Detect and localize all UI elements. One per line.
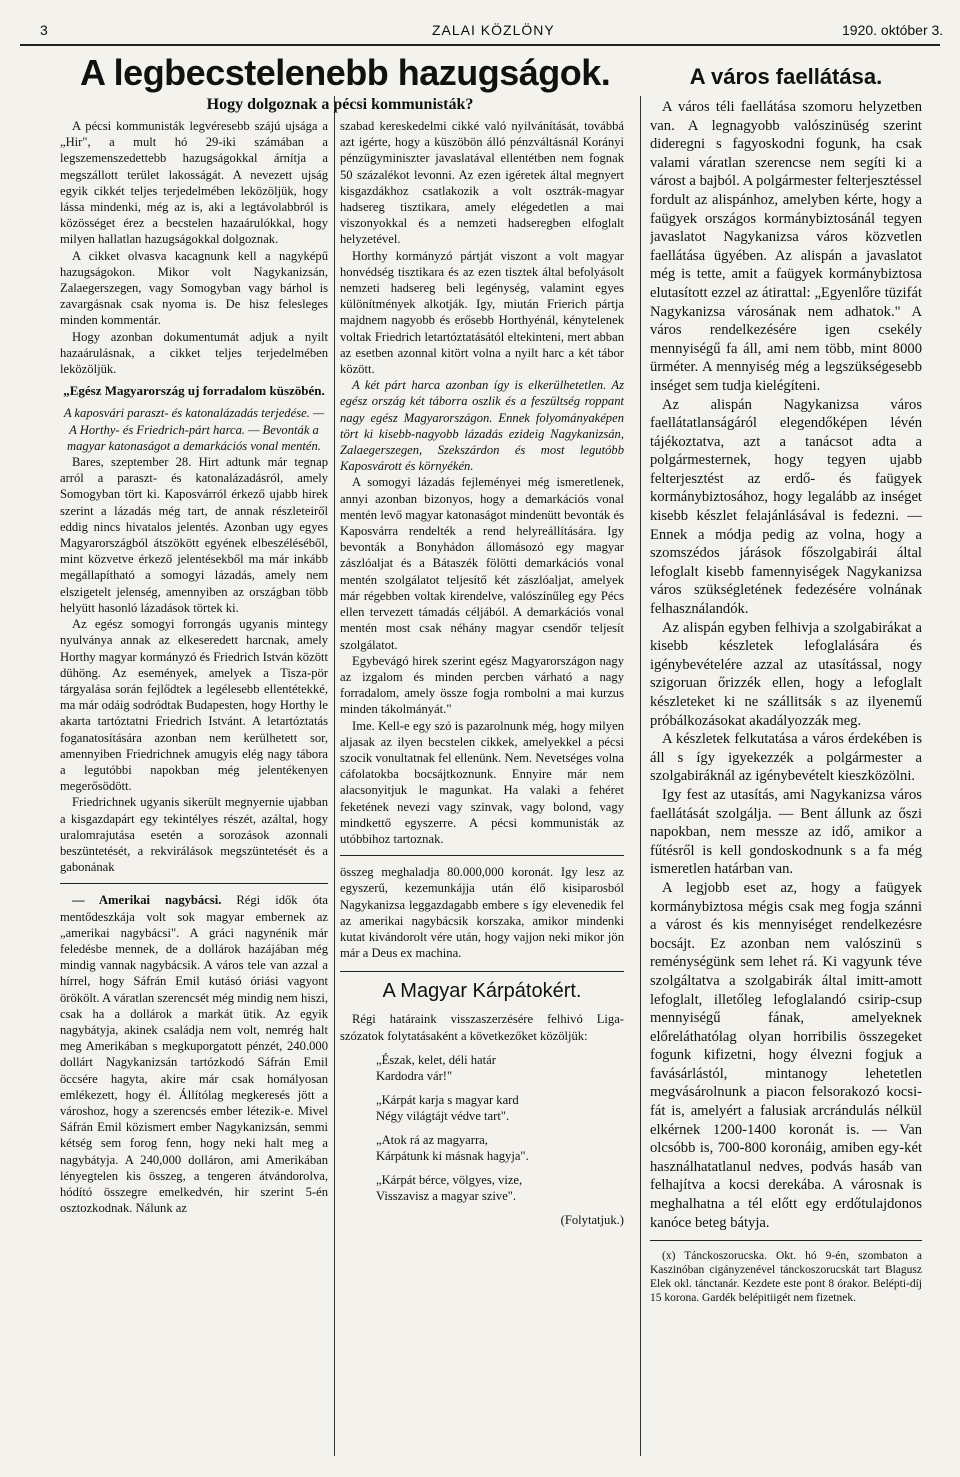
poem-line: Kárpátunk ki másnak hagyja". bbox=[376, 1148, 529, 1163]
article3-poem bbox=[376, 1052, 624, 1204]
article3-title: A Magyar Kárpátokért. bbox=[340, 971, 624, 1003]
column-2 bbox=[340, 118, 624, 1228]
article1-paragraph: A pécsi kommunisták legvéresebb szájú ujsága a „Hir", a mult hó 29-iki számában a legszemenszedettebb hazugságokkal árnítja a megszállott terület lakosságát. A nevezett ujság egyik cikkét teljes terjedelmében leközöljük, hogy lássa mindenki, még az is, aki a legtávolabbról is közösséget érez a becstelen hazaárulókkal, hogy milyen hallatlan hazugságokkal dolgoznak. bbox=[60, 119, 328, 247]
article1-paragraph: Egybevágó hirek szerint egész Magyarországon nagy az izgalom és minden percben várható a nagy forradalom, amely össze fogja rombolni a mai kurzus minden tákolmányát." bbox=[340, 653, 624, 717]
column-3 bbox=[650, 98, 922, 1305]
article2-continued: összeg meghaladja 80.000,000 koronát. Igy lesz az egyszerű, kezemunkájja után élő kisiparosból Nagykanizsa leggazdagabb embere s így elevenedik fel az amerikai nagybácsik korszaka, amikor mindenki kutat kivándorolt vére után, hogy vajjon neki mikor jön már a Deus ex machina. bbox=[340, 865, 624, 961]
article4-paragraph: A város téli faellátása szomoru helyzetben van. A legnagyobb valószinüség szerint dideregni s fagyoskodni fogunk, ha csak valami váratlan szerencse nem segíti ki a várost a bajból. A polgármester felterjesztéssel fordult az alispánhoz, amelyben kérte, hogy a faügyek országos kormánybiztosánál tegyen javaslatot Nagykanizsa város közvetlen faellátása ügyében. Az alispán a javaslatot még is tette, amit a faügyek kormánybiztosa elutasított ezzel az átirattal: „Egyenlőre tüzifát Nagykanizsa városának nem adhatok." A város rendelkezésére igen csekély mennyiségű fa áll, ami nem több, mint 8000 ürméter. A mennyiség még a legszükségesebb inséget sem tudja kielégíteni. bbox=[650, 99, 922, 394]
article1-paragraph: szabad kereskedelmi cikké való nyilvánítását, továbbá azt igérte, hogy a küszöbön álló pénzváltásnál Korányi pénzügyminiszter javaslatával ellentétben nem fognak 50 százalékot levonni. Az ezen igéretek által megnyert kisgazdákhoz csatlakozik a volt osztrák-magyar hadsereg tisztikara, amely elégedetlen a mai viszonyokkal és a nemzeti hadseregben elfoglalt helyzetével. bbox=[340, 119, 624, 247]
article4-paragraph: A készletek felkutatása a város érdekében is áll s így igyekezzék a polgármester a szolgabiráknál az igénybevételt kieszközölni. bbox=[650, 731, 922, 785]
header-rule bbox=[20, 44, 940, 46]
page-header bbox=[0, 0, 960, 40]
article1-paragraph: A cikket olvasva kacagnunk kell a nagyképű hazugságokon. Mikor volt Nagykanizsán, Zalaegerszegen, vagy Somogyban vagy bárhol is zavargásnak csak nyoma is. De hisz felesleges minden kommentár. bbox=[60, 248, 328, 328]
article1-paragraph: Ime. Kell-e egy szó is pazarolnunk még, hogy milyen aljasak az ilyen becstelen cikkek, amelyekkel a pécsi szocik vonultatnak fel ellenünk. Nem. Nevetséges volna cáfolatokba bocsájtkoznunk. Ennyire már nem alacsonyitjuk le magunkat. Ha valaki a fehéret feketének nevezi vagy szinvak, vagy bolond, vagy mindkettő egyszerre. A pécsi kommunisták az utóbbihoz tartoznak. bbox=[340, 718, 624, 846]
poem-line: „Atok rá az magyarra, bbox=[376, 1132, 488, 1147]
article4-paragraph: A legjobb eset az, hogy a faügyek kormánybiztosa mégis csak meg fogja szánni a várost és kis mennyiséget rendelkezésre bocsájt. Ez azonban nem valószinü s reménységünk sem lehet rá. Ki vagyunk téve szolgáltatva a szolgabirák által imitt-amott lefoglalt, illetőleg lefoglalandó csirip-csup mennyiségű fának, amelyeknek előreláthatólag olyan horribilis összegeket fogunk kifizetni, hogy élvezni fogjuk a favásárlástól, mintanogy lehetetlen megvásárolnunk a piacon felsorakozó kocsi-fát is, amelyért a falusiak arcrándulás nélkül elkérnek 1200-1400 koronát is. — Van olcsóbb is, 700-800 koronáig, amiben egy-két használhatatlanul nedves, podvás hasáb van felhajítva a kocsi derekába. A városnak is meghalhatna a tél előtt egy erdőtulajdonos kanóce beteg bátyja. bbox=[650, 879, 922, 1231]
column-rule-2 bbox=[640, 96, 641, 1456]
section-rule bbox=[650, 1240, 922, 1241]
article1-paragraph: Bares, szeptember 28. Hirt adtunk már tegnap arról a paraszt- és katonalázadásról, amely Somogyban tört ki. Kaposvárról érkező ujabb hirek szerint a lázadás még tart, de annak részleteiről eddig nincs hivatalos jelentés. Azonban ugy egyes Magyarországból átszökött egyének elbeszéléséből, mint közvetve érkező jelentésekből ma már inkább megállapítható a somogyi lázadás, amely nem elszigetelt jelenség, amennyiben az országban több helyütt hasonló lázadások törtek ki. bbox=[60, 455, 328, 615]
poem-line: Kardodra vár!" bbox=[376, 1068, 453, 1083]
article3-intro: Régi határaink visszaszerzésére felhivó Liga-szózatok folytatásaként a következőket közöljük: bbox=[340, 1012, 624, 1043]
article1-headline: A legbecstelenebb hazugságok. bbox=[80, 52, 611, 93]
article1-paragraph: A két párt harca azonban így is elkerülhetetlen. Az egész ország két táborra oszlik és a feszültség roppant nagy egész Magyarországon. Ennek folyományaképen tört ki kisebb-nagyobb lázadás ezideig Nagykanizsán, Zalaegerszegen, Szekszárdon és most legutóbb Kaposvárott és környékén. bbox=[340, 378, 624, 474]
article3-continued: (Folytatjuk.) bbox=[560, 1212, 624, 1227]
article2-title: — Amerikai nagybácsi. bbox=[72, 893, 222, 908]
poem-line: „Kárpát bérce, völgyes, vize, bbox=[376, 1172, 523, 1187]
poem-line: „Kárpát karja s magyar kard bbox=[376, 1092, 519, 1107]
article4-title: A város faellátása. bbox=[689, 64, 883, 89]
article1-subheadline: Hogy dolgoznak a pécsi kommunisták? bbox=[206, 96, 474, 113]
column-rule-1 bbox=[334, 96, 335, 1456]
article4-paragraph: Az alispán egyben felhivja a szolgabirákat a kisebb készletek lefoglalására és igénybevételére azzal az utasítással, nogy szigoruan őrizzék ellen, hogy a lefoglalt készleteket ki ne szállitsák s az ilyenemű próbálkozásokat akadályozzák meg. bbox=[650, 619, 922, 729]
article1-paragraph: Az egész somogyi forrongás ugyanis mintegy nyulványa annak az elkeseredett harcnak, amely Horthy magyar kormányzó és Friedrich István között dühöng. Az események, amelyek a Tisza-pör tárgyalása során fejlődtek a legélesebb ellentétekké, ma már odáig sodródtak Budapesten, hogy Horthy le akarta tartóztatni Friedrich Istvánt. A letartóztatás foganatosítására azonban nem kerülhetett sor, amennyiben Friedrichnek amugyis elég nagy tábora a legutóbbi napokban még jelentékenyen megerősödött. bbox=[60, 617, 328, 794]
section-rule bbox=[60, 883, 328, 884]
inner-article-title: „Egész Magyarország uj forradalom küszöbén. bbox=[63, 383, 325, 399]
article1-paragraph: Horthy kormányzó pártját viszont a volt magyar honvédség tisztikara és az ezen tisztek által befolyásolt nemzeti hadsereg beli legénység, valamint egyes különítmények alkotják. Igy, miután Frierich pártja majdnem nagyobb és erősebb Horthyénál, kénytelenek voltak Friedrich letartóztatásától eltekinteni, mert abban az esetben azonnal kitört volna a nyilt harc a két tábor között. bbox=[340, 248, 624, 377]
article1-paragraph: Hogy azonban dokumentumát adjuk a nyilt hazaárulásnak, a cikket teljes terjedelmében leközöljük. bbox=[60, 329, 328, 377]
poem-line: Négy világtájt védve tart". bbox=[376, 1108, 510, 1123]
inner-article-summary: A kaposvári paraszt- és katonalázadás terjedése. — A Horthy- és Friedrich-párt harca. — Bevonták a magyar katonaságot a demarkációs vonal mentén. bbox=[63, 406, 325, 453]
newspaper-title: ZALAI KÖZLÖNY bbox=[432, 22, 555, 38]
page-number: 3 bbox=[40, 22, 48, 38]
poem-line: „Észak, kelet, déli határ bbox=[376, 1052, 496, 1067]
article1-paragraph: A somogyi lázadás fejleményei még ismeretlenek, annyi azonban bizonyos, hogy a demarkációs vonal mentén levő magyar katonaságot mindenütt bevonták és Kaposvárra rendelték a rend helyreállítására. Igy bevonták a Bonyhádon állomásozó egy magyar zászlóaljat és a Bátaszék fölötti demarkációs vonal mentén szolgálatot teljesítő két zászlóaljat, amelyek már régebben voltak kirendelve, valószínűleg egy Pécs ellen tervezett támadás céljából. A demarkációs vonal mentén most csak néhány magyar csendőr teljesít szolgálatot. bbox=[340, 475, 624, 652]
article4-paragraph: Igy fest az utasítás, ami Nagykanizsa város faellátását szolgálja. — Bent állunk az őszi napokban, nem messze az idő, amikor a fűtésről is kell gondoskodnunk s a fa még ismeretlen határban van. bbox=[650, 786, 922, 878]
issue-date: 1920. október 3. bbox=[842, 22, 944, 38]
article2-text: Régi idők óta mentődeszkája volt sok magyar embernek az „amerikai nagybácsi". A gráci nagynénik már feledésbe mennek, de a dollárok hazájában még mindig vannak nagybácsik. A város tele van azzal a hírrel, hogy Sáfrán Emil kutásó óriási vagyont örökölt. A váratlan szerencsét még mindig nem hiszi, csak ha a dollárok a markát ütik. Az egyik nagybátyja, akinek családja nem volt, nemrég halt meg Amerikában s megkuporgatott pénzét, 240.000 dollárt Nagykanizsán tartózkodó Sáfrán Emil öccsére hagyta, akire már csak homályosan emlékezett, hogy él. Állítólag megkeresés jött a városhoz, hogy a szerencsés ember létezik-e. Mivel Sáfrán Emil közismert ember Nagykanizsán, semmi kétség sem forog fenn, hogy neki halt meg a nagybátyja. A 240,000 dolláron, ami Amerikában lényegtelen kis összeg, a tengeren átvándorolva, hódító összegre emelkedvén, hir szerint 5-én osztozkodnak. Nálunk az bbox=[60, 893, 329, 1216]
article1-paragraph: Friedrichnek ugyanis sikerült megnyernie ujabban a kisgazdapárt egy tekintélyes részét, azáltal, hogy uralomrajutása esetén a sorozások azonnali beszüntetését, a rekvirálások megszüntetését és a gabonának bbox=[60, 795, 328, 875]
column-1 bbox=[60, 118, 328, 1216]
article4-paragraph: Az alispán Nagykanizsa város faellátatlanságáról elegendőképen lévén tájékoztatva, azt a tanácsot adta a polgármesternek, hogy tegyen ujabb felterjesztést az erdő- és faügyek kormánybiztosához, hogy legalább az inséget kisebb készlet felajánlásával is fedezni. — Ennek a módja pedig az volna, hogy a szomszédos járások főszolgabirái által lefoglalt kisebb famennyiségek Nagykanizsa város szükségletének fedezésére volnának felhasználandók. bbox=[650, 396, 922, 618]
poem-line: Visszavisz a magyar szive". bbox=[376, 1188, 517, 1203]
article2-body bbox=[60, 892, 328, 1216]
article5-text: (x) Tánckoszorucska. Okt. hó 9-én, szombaton a Kaszinóban cigányzenével tánckoszorucskát tart Blagusz Elek okl. tánctanár. Kezdete este pont 8 órakor. Belépti-díj 15 korona. Gardék belépitiigét nem fizetnek. bbox=[650, 1250, 922, 1305]
section-rule bbox=[340, 855, 624, 856]
